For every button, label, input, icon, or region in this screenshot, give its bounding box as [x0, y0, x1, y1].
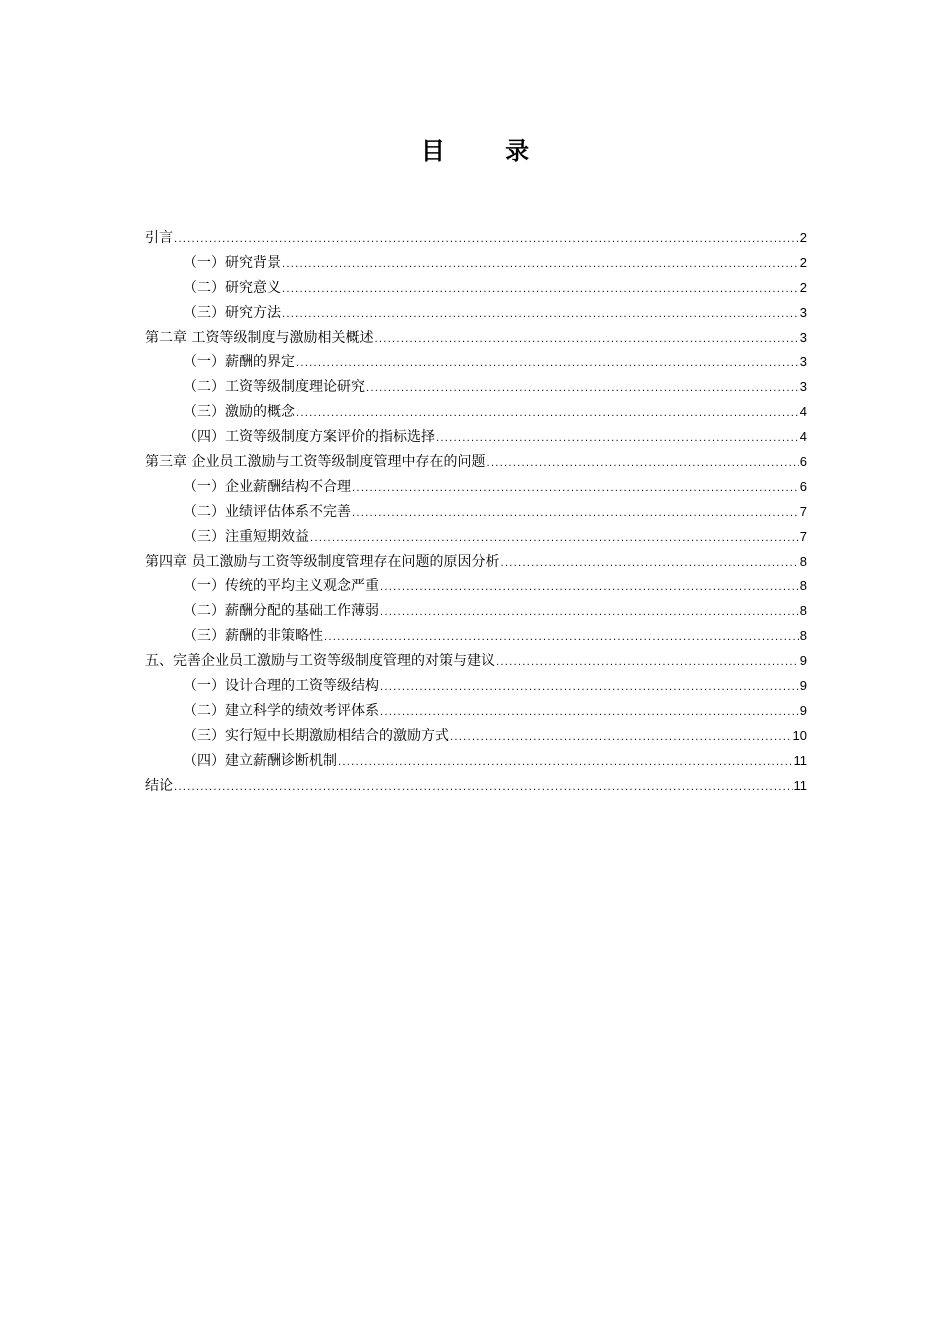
toc-entry[interactable] [145, 226, 807, 251]
toc-entry[interactable] [145, 500, 807, 525]
toc-entry-text: （二）研究意义 [183, 279, 281, 296]
toc-leader-dots [282, 303, 799, 328]
toc-entry-page: 4 [799, 404, 807, 420]
toc-leader-dots [380, 676, 799, 701]
toc-entry[interactable] [145, 774, 807, 799]
toc-entry-page: 11 [793, 752, 807, 768]
toc-entry-page: 8 [799, 578, 807, 594]
toc-entry-page: 9 [799, 678, 807, 694]
toc-entry-text: （一）设计合理的工资等级结构 [183, 678, 379, 695]
toc-list [145, 226, 807, 798]
toc-leader-dots [352, 502, 799, 527]
toc-leader-dots [366, 377, 799, 402]
toc-entry-text: （一）传统的平均主义观念严重 [183, 578, 379, 595]
toc-entry[interactable] [145, 525, 807, 550]
toc-entry-page: 3 [799, 304, 807, 320]
toc-entry-text: （三）激励的概念 [183, 404, 295, 421]
toc-entry[interactable] [145, 301, 807, 326]
toc-entry[interactable] [145, 425, 807, 450]
toc-entry-text: （二）工资等级制度理论研究 [183, 379, 365, 396]
toc-entry-text: （一）企业薪酬结构不合理 [183, 478, 351, 495]
toc-entry-text: （三）注重短期效益 [183, 528, 309, 545]
toc-entry-page: 8 [799, 553, 807, 569]
toc-leader-dots [496, 651, 799, 676]
toc-leader-dots [338, 751, 793, 776]
toc-entry-text: （四）工资等级制度方案评价的指标选择 [183, 429, 435, 446]
toc-entry[interactable] [145, 574, 807, 599]
toc-entry-page: 3 [799, 354, 807, 370]
toc-entry[interactable] [145, 550, 807, 575]
toc-entry-text: 五、完善企业员工激励与工资等级制度管理的对策与建议 [145, 653, 495, 670]
toc-leader-dots [282, 253, 799, 278]
toc-entry[interactable] [145, 724, 807, 749]
toc-leader-dots [450, 726, 792, 751]
toc-entry-page: 2 [799, 279, 807, 295]
toc-entry-page: 7 [799, 528, 807, 544]
toc-leader-dots [380, 701, 799, 726]
toc-entry[interactable] [145, 699, 807, 724]
toc-entry-text: （四）建立薪酬诊断机制 [183, 752, 337, 769]
toc-entry[interactable] [145, 251, 807, 276]
toc-entry[interactable] [145, 400, 807, 425]
toc-leader-dots [486, 452, 798, 477]
toc-entry[interactable] [145, 450, 807, 475]
toc-leader-dots [296, 402, 799, 427]
toc-entry-text: 第三章 企业员工激励与工资等级制度管理中存在的问题 [145, 454, 486, 471]
toc-entry-text: （三）实行短中长期激励相结合的激励方式 [183, 727, 449, 744]
toc-entry-text: （三）薪酬的非策略性 [183, 628, 323, 645]
toc-entry-text: （三）研究方法 [183, 304, 281, 321]
toc-entry-page: 2 [799, 230, 807, 245]
toc-entry-text: （一）薪酬的界定 [183, 354, 295, 371]
toc-entry[interactable] [145, 649, 807, 674]
toc-entry[interactable] [145, 475, 807, 500]
toc-entry[interactable] [145, 624, 807, 649]
toc-entry-page: 10 [792, 727, 807, 743]
toc-leader-dots [324, 626, 799, 651]
toc-leader-dots [174, 228, 799, 253]
toc-entry-text: （二）建立科学的绩效考评体系 [183, 702, 379, 719]
toc-entry-text: 引言 [145, 230, 173, 246]
toc-entry-text: （一）研究背景 [183, 254, 281, 271]
toc-leader-dots [500, 552, 798, 577]
toc-entry-text: （二）薪酬分配的基础工作薄弱 [183, 603, 379, 620]
toc-entry-text: 第四章 员工激励与工资等级制度管理存在问题的原因分析 [145, 553, 500, 570]
toc-leader-dots [352, 477, 799, 502]
toc-entry-page: 6 [799, 478, 807, 494]
toc-entry[interactable] [145, 276, 807, 301]
toc-title: 目 录 [420, 137, 556, 165]
toc-leader-dots [296, 352, 799, 377]
toc-entry-page: 11 [793, 777, 807, 793]
toc-leader-dots [282, 278, 799, 303]
toc-entry-page: 3 [799, 329, 807, 345]
toc-entry[interactable] [145, 326, 807, 351]
toc-entry-page: 2 [799, 254, 807, 270]
toc-entry-page: 8 [799, 628, 807, 644]
toc-entry-page: 8 [799, 603, 807, 619]
toc-entry-page: 9 [799, 702, 807, 718]
toc-entry[interactable] [145, 350, 807, 375]
toc-entry-page: 4 [799, 429, 807, 445]
toc-entry[interactable] [145, 599, 807, 624]
toc-leader-dots [380, 576, 799, 601]
toc-entry-page: 7 [799, 503, 807, 519]
toc-entry[interactable] [145, 674, 807, 699]
toc-entry-text: （二）业绩评估体系不完善 [183, 503, 351, 520]
toc-leader-dots [374, 328, 798, 353]
toc-leader-dots [174, 776, 793, 801]
toc-leader-dots [436, 427, 799, 452]
toc-entry-text: 结论 [145, 777, 173, 794]
toc-leader-dots [380, 601, 799, 626]
toc-entry-page: 3 [799, 379, 807, 395]
toc-leader-dots [310, 527, 799, 552]
toc-entry-page: 6 [799, 454, 807, 470]
toc-entry[interactable] [145, 375, 807, 400]
toc-entry-page: 9 [799, 653, 807, 669]
toc-entry[interactable] [145, 749, 807, 774]
toc-entry-text: 第二章 工资等级制度与激励相关概述 [145, 329, 374, 346]
